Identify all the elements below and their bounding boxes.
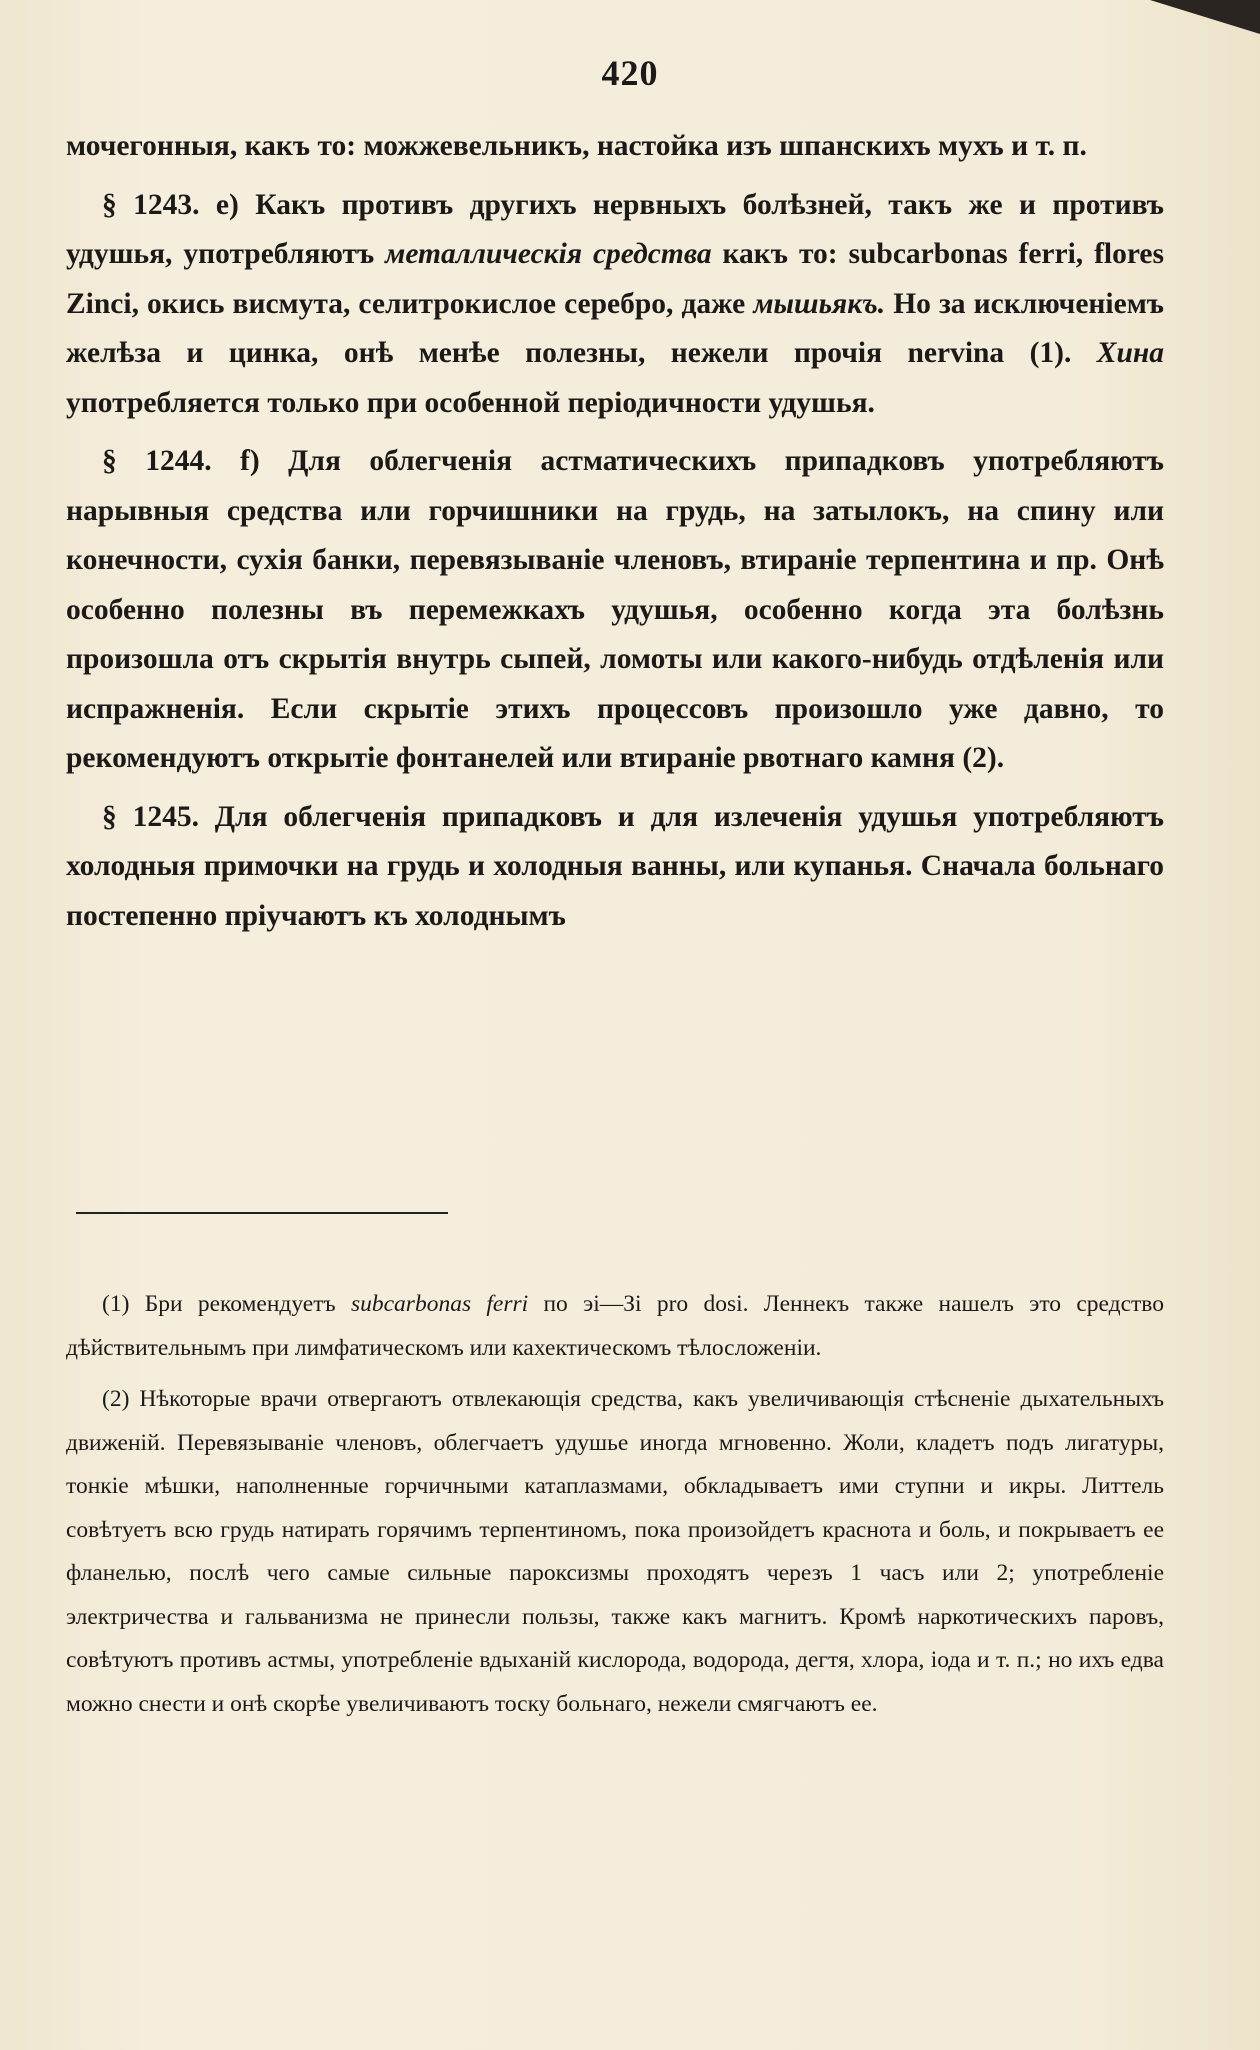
paragraph-continuation: мочегонныя, какъ то: можжевельникъ, настойка изъ шпанскихъ мухъ и т. п. (66, 130, 1087, 162)
text-run: по эі—Зі pro dosi. Леннекъ также нашелъ это средство дѣйствительнымъ при лимфатическомъ или кахектическомъ тѣлосложеніи. (66, 1291, 1164, 1361)
footnotes (66, 1283, 1164, 1734)
footnote-2: (2) Нѣкоторые врачи отвергаютъ отвлекающія средства, какъ увеличивающія стѣсненіе дыхательныхъ движеній. Перевязываніе членовъ, облегчаетъ удушье иногда мгновенно. Жоли, кладетъ подъ лигатуры, тонкіе мѣшки, наполненные горчичными катаплазмами, обкладываетъ ими ступни и икры. Литтель совѣтуетъ всю грудь натирать горячимъ терпентиномъ, пока произойдетъ краснота и боль, и покрываетъ ее фланелью, послѣ чего самые сильные пароксизмы проходятъ черезъ 1 часъ или 2; употребленіе электричества и гальванизма не принесли пользы, также какъ магнитъ. Кромѣ наркотическихъ паровъ, совѣтуютъ противъ астмы, употребленіе вдыханій кислорода, водорода, дегтя, хлора, іода и т. п.; но ихъ едва можно снести и онѣ скорѣе увеличиваютъ тоску больнаго, нежели смягчаютъ ее. (66, 1386, 1164, 1717)
page-corner-shadow (1150, 0, 1260, 34)
emphasis-subcarbonas: subcarbonas ferri (350, 1291, 529, 1317)
text-run: употребляется только при особенной періодичности удушья. (66, 386, 875, 419)
main-text (66, 122, 1164, 950)
paragraph-1245: § 1245. Для облегченія припадковъ и для излеченія удушья употребляютъ холодныя примочки на грудь и холодныя ванны, или купанья. Сначала больнаго постепенно пріучаютъ къ холоднымъ (66, 800, 1164, 932)
paragraph-1243 (66, 181, 1164, 429)
text-run: какъ то: subcarbonas ferri, flores Zinci, окись висмута, селитрокислое серебро, даже (66, 238, 1165, 320)
footnote-divider (76, 1212, 448, 1214)
text-run: Но за исключеніемъ желѣза и цинка, онѣ менѣе полезны, нежели прочія nervina (1). (66, 287, 1164, 369)
emphasis-metallic: металлическія средства (385, 238, 712, 270)
footnote-1 (66, 1283, 1164, 1370)
emphasis-arsenic: мышьякъ. (753, 287, 886, 320)
page-number: 420 (601, 53, 659, 93)
emphasis-china: Хина (1096, 337, 1164, 369)
text-run: § 1243. е) Какъ противъ другихъ нервныхъ болѣзней, такъ же и противъ удушья, употребляютъ (66, 188, 1164, 270)
paragraph-1244: § 1244. f) Для облегченія астматическихъ припадковъ употребляютъ нарывныя средства или горчишники на грудь, на затылокъ, на спину или конечности, сухія банки, перевязываніе членовъ, втираніе терпентина и пр. Онѣ особенно полезны въ перемежкахъ удушья, особенно когда эта болѣзнь произошла отъ скрытія внутрь сыпей, ломоты или какого-нибудь отдѣленія или испражненія. Если скрытіе этихъ процессовъ произошло уже давно, то рекомендуютъ открытіе фонтанелей или втираніе рвотнаго камня (2). (66, 445, 1164, 774)
text-run: (1) Бри рекомендуетъ (102, 1291, 351, 1317)
